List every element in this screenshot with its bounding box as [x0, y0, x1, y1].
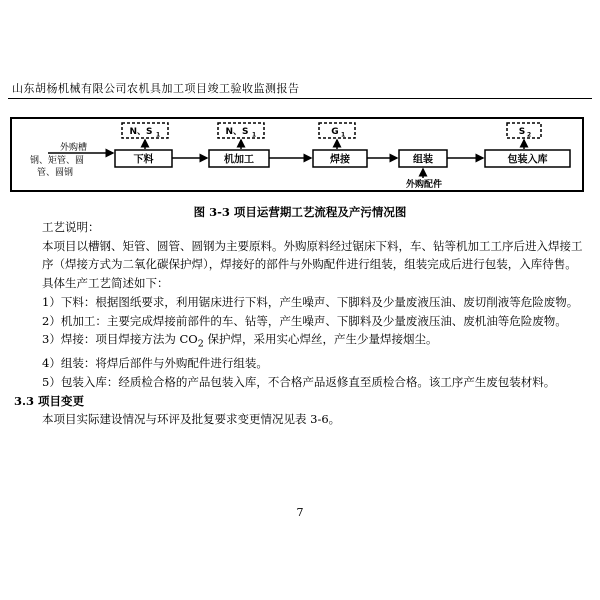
step-label-packaging: 包装入库: [507, 154, 548, 166]
emission-label-packaging: S: [518, 127, 526, 137]
body-text: [14, 218, 586, 429]
emission-packaging: [507, 123, 541, 139]
paragraph-step-1: 1）下料：根据图纸要求，利用锯床进行下料，产生噪声、下脚料及少量废液压油、废切削液等危险废物。: [42, 294, 579, 309]
figure-caption: 图 3-3 项目运营期工艺流程及产污情况图: [193, 205, 407, 219]
report-header: 山东胡杨机械有限公司农机具加工项目竣工验收监测报告: [12, 82, 300, 95]
emission-sub-welding: 1: [341, 131, 346, 139]
input-line-3: 管、圆钢: [37, 168, 74, 178]
emission-cutting: [122, 123, 168, 139]
step-3-text-b: 保护焊，采用实心焊丝，产生少量焊接烟尘。: [203, 332, 438, 347]
emission-welding: [319, 123, 355, 139]
header-rule: [8, 98, 592, 99]
paragraph-overview: 本项目以槽钢、矩管、圆管、圆钢为主要原料。外购原料经过锯床下料，车、钻等机加工工序后进入焊接工序（焊接方式为二氧化碳保护焊），焊接好的部件与外购配件进行组装，组装完成后进行包装，入库待售。具体生产工艺简述如下：: [42, 238, 583, 291]
step-packaging: [485, 150, 570, 167]
input-line-2: 钢、矩管、圆: [30, 156, 85, 166]
paragraph-step-5: 5）包装入库：经质检合格的产品包装入库，不合格产品返修直至质检合格。该工序产生废包装材料。: [42, 374, 556, 389]
paragraph-step-3: [14, 330, 586, 354]
input-line-1: 外购槽: [60, 143, 88, 153]
step-3-subscript: 2: [197, 338, 204, 350]
emission-sub-packaging: 2: [527, 131, 532, 139]
page-number: 7: [296, 506, 304, 519]
step-3-text-a: 3）焊接：项目焊接方法为 CO: [42, 332, 198, 347]
step-label-cutting: 下料: [133, 154, 154, 166]
step-label-assembly: 组装: [413, 154, 433, 166]
paragraph-process-heading: 工艺说明：: [42, 220, 100, 234]
step-cutting: [115, 150, 172, 167]
process-flow-diagram: [10, 117, 584, 192]
step-machining: [209, 150, 269, 167]
step-label-machining: 机加工: [224, 154, 254, 166]
section-heading: 3.3 项目变更: [14, 393, 85, 408]
emission-label-machining: N、S: [225, 127, 249, 137]
emission-machining: [218, 123, 264, 139]
step-assembly: [399, 150, 447, 167]
emission-label-welding: G: [331, 127, 339, 137]
step-label-welding: 焊接: [330, 154, 350, 166]
paragraph-step-2: 2）机加工：主要完成焊接前部件的车、钻等，产生噪声、下脚料及少量废液压油、废机油等危险废物。: [42, 313, 567, 328]
emission-sub-machining: 1: [252, 131, 257, 139]
emission-sub-cutting: 1: [156, 131, 161, 139]
emission-label-cutting: N、S: [129, 127, 153, 137]
paragraph-change: 本项目实际建设情况与环评及批复要求变更情况见表 3-6。: [42, 412, 341, 427]
paragraph-step-4: 4）组装：将焊后部件与外购配件进行组装。: [42, 356, 268, 371]
step-welding: [313, 150, 367, 167]
purchased-parts-label: 外购配件: [405, 180, 443, 190]
